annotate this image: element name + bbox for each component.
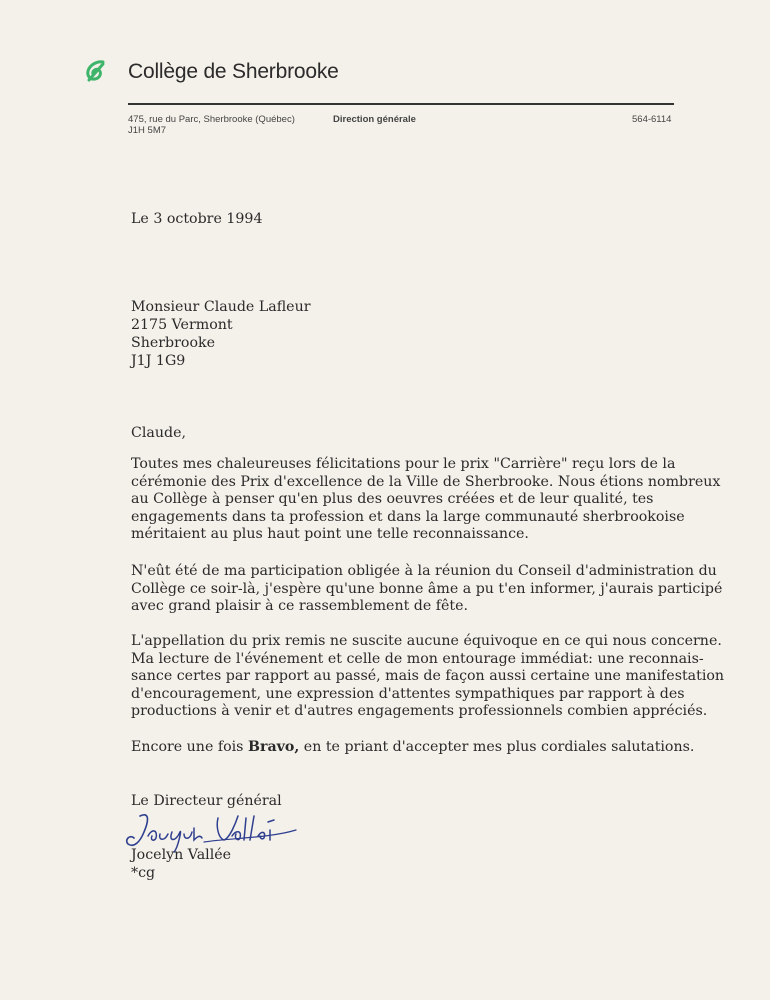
paragraph-4 bbox=[131, 739, 695, 757]
salutation: Claude, bbox=[131, 425, 186, 441]
p4-after: en te priant d'accepter mes plus cordiales salutations. bbox=[299, 739, 695, 755]
text-line: sance certes par rapport au passé, mais de façon aussi certaine une manifestation bbox=[131, 668, 725, 685]
college-logo-icon bbox=[83, 58, 109, 84]
recipient-street: 2175 Vermont bbox=[131, 317, 233, 333]
closing-title: Le Directeur général bbox=[131, 793, 282, 809]
text-line: au Collège à penser qu'en plus des oeuvres créées et de leur qualité, tes bbox=[131, 491, 654, 508]
p4-before: Encore une fois bbox=[131, 739, 248, 755]
signer-name: Jocelyn Vallée bbox=[131, 847, 232, 863]
paragraph-1 bbox=[131, 456, 721, 544]
text-line: cérémonie des Prix d'excellence de la Ville de Sherbrooke. Nous étions nombreux bbox=[131, 473, 721, 490]
letter-date: Le 3 octobre 1994 bbox=[131, 211, 263, 227]
text-line: Collège ce soir-là, j'espère qu'une bonne âme a pu t'en informer, j'aurais participé bbox=[131, 580, 723, 597]
paragraph-3 bbox=[131, 633, 725, 721]
text-line: d'encouragement, une expression d'attentes sympathiques par rapport à des bbox=[131, 685, 685, 702]
text-line: productions à venir et d'autres engagements professionnels combien appréciés. bbox=[131, 703, 708, 720]
recipient-name: Monsieur Claude Lafleur bbox=[131, 299, 311, 315]
recipient-postal: J1J 1G9 bbox=[131, 353, 186, 369]
text-line: L'appellation du prix remis ne suscite aucune équivoque en ce qui nous concerne. bbox=[131, 633, 722, 649]
address-line-2: J1H 5M7 bbox=[128, 125, 167, 136]
college-name: Collège de Sherbrooke bbox=[128, 60, 339, 83]
text-line: méritaient au plus haut point une telle reconnaissance. bbox=[131, 526, 529, 543]
typist-initials: *cg bbox=[131, 865, 156, 881]
bravo-bold: Bravo, bbox=[247, 739, 300, 755]
text-line: N'eût été de ma participation obligée à la réunion du Conseil d'administration du bbox=[131, 563, 717, 579]
text-line: avec grand plaisir à ce rassemblement de fête. bbox=[131, 598, 469, 615]
department: Direction générale bbox=[333, 114, 416, 125]
letterhead-rule bbox=[128, 103, 674, 105]
phone-number: 564-6114 bbox=[632, 114, 672, 125]
text-line: Ma lecture de l'événement et celle de mon entourage immédiat: une reconnais- bbox=[131, 650, 704, 667]
text-line: engagements dans ta profession et dans la large communauté sherbrookoise bbox=[131, 508, 685, 525]
text-line: Toutes mes chaleureuses félicitations pour le prix "Carrière" reçu lors de la bbox=[131, 456, 676, 472]
paragraph-2 bbox=[131, 563, 723, 616]
text-line bbox=[131, 739, 695, 757]
recipient-city: Sherbrooke bbox=[131, 335, 215, 351]
address-line-1: 475, rue du Parc, Sherbrooke (Québec) bbox=[128, 114, 295, 125]
